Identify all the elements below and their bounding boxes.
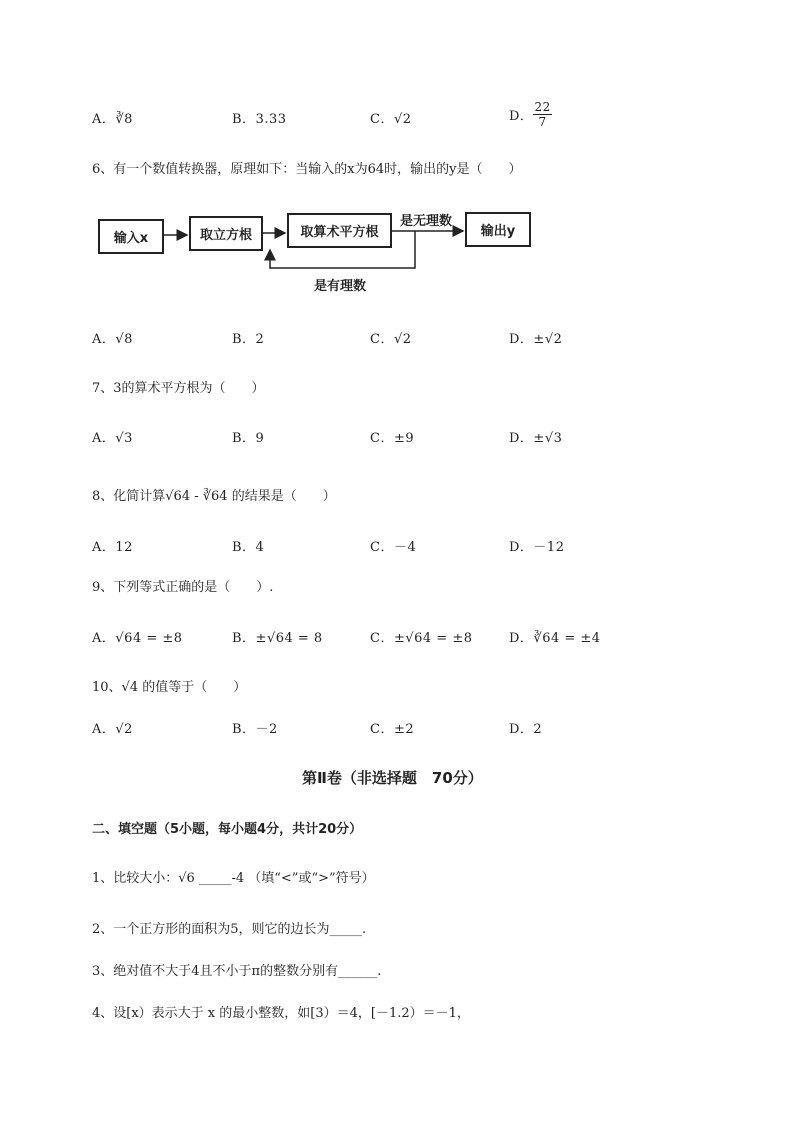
flow-label-irrational: 是无理数 bbox=[400, 214, 453, 229]
fill-item-4: 4、设[x）表示大于 x 的最小整数，如[3）＝4，[－1.2）＝－1， bbox=[92, 1006, 470, 1021]
q5-option-a: A．∛8 bbox=[92, 112, 133, 127]
q6-option-b: B．2 bbox=[232, 332, 265, 347]
q7-option-a: A．√3 bbox=[92, 431, 133, 446]
flow-box-square-root: 取算术平方根 bbox=[287, 213, 392, 248]
flow-box-output: 输出y bbox=[465, 212, 531, 247]
q10-option-b: B．－2 bbox=[232, 722, 278, 737]
q9-option-b: B．±√64 = 8 bbox=[232, 631, 323, 646]
question-7: 7、3的算术平方根为（ ） bbox=[92, 381, 265, 396]
q8-option-a: A．12 bbox=[92, 540, 133, 555]
arrow-loop-back bbox=[270, 231, 415, 268]
fraction: $\frac{22}{7}$ bbox=[534, 100, 551, 129]
q7-option-b: B．9 bbox=[232, 431, 265, 446]
q10-option-c: C．±2 bbox=[370, 722, 415, 737]
question-10: 10、√4 的值等于（ ） bbox=[92, 680, 247, 695]
q10-option-a: A．√2 bbox=[92, 722, 133, 737]
q9-option-a: A．√64 = ±8 bbox=[92, 631, 183, 646]
flow-box-input: 输入x bbox=[98, 219, 164, 254]
q5-option-c: C．√2 bbox=[370, 112, 412, 127]
q8-option-c: C．－4 bbox=[370, 540, 417, 555]
q5-option-d: D． $\frac{22}{7}$ bbox=[509, 100, 551, 129]
q8-options-row bbox=[0, 536, 794, 558]
fill-in-section-title: 二、填空题（5小题，每小题4分，共计20分） bbox=[92, 822, 363, 837]
flow-label-rational: 是有理数 bbox=[314, 279, 367, 294]
q9-option-d: D．∛64 = ±4 bbox=[509, 631, 601, 646]
q10-option-d: D．2 bbox=[509, 722, 543, 737]
fill-item-2: 2、一个正方形的面积为5，则它的边长为_____. bbox=[92, 922, 367, 937]
flow-arrows bbox=[0, 0, 794, 320]
question-6: 6、有一个数值转换器，原理如下：当输入的x为64时，输出的y是（ ） bbox=[92, 162, 522, 177]
fill-item-1: 1、比较大小：√6 _____-4 （填“<”或“>”符号） bbox=[92, 871, 375, 886]
q8-option-b: B．4 bbox=[232, 540, 265, 555]
q10-options-row bbox=[0, 718, 794, 740]
q6-option-a: A．√8 bbox=[92, 332, 133, 347]
q5-option-b: B．3.33 bbox=[232, 112, 287, 127]
question-9: 9、下列等式正确的是（ ）. bbox=[92, 580, 274, 595]
flow-box-cube-root: 取立方根 bbox=[189, 216, 263, 251]
q8-option-d: D．－12 bbox=[509, 540, 565, 555]
fill-item-3: 3、绝对值不大于4且不小于π的整数分别有______. bbox=[92, 964, 382, 979]
q7-option-c: C．±9 bbox=[370, 431, 415, 446]
q7-options-row bbox=[0, 427, 794, 449]
part-2-title: 第Ⅱ卷（非选择题 70分） bbox=[302, 769, 483, 787]
q6-option-c: C．√2 bbox=[370, 332, 412, 347]
q9-option-c: C．±√64 = ±8 bbox=[370, 631, 473, 646]
q6-option-d: D．±√2 bbox=[509, 332, 563, 347]
q6-options-row bbox=[0, 328, 794, 350]
q7-option-d: D．±√3 bbox=[509, 431, 563, 446]
question-8: 8、化简计算√64 - ∛64 的结果是（ ） bbox=[92, 489, 336, 504]
q9-options-row bbox=[0, 627, 794, 649]
